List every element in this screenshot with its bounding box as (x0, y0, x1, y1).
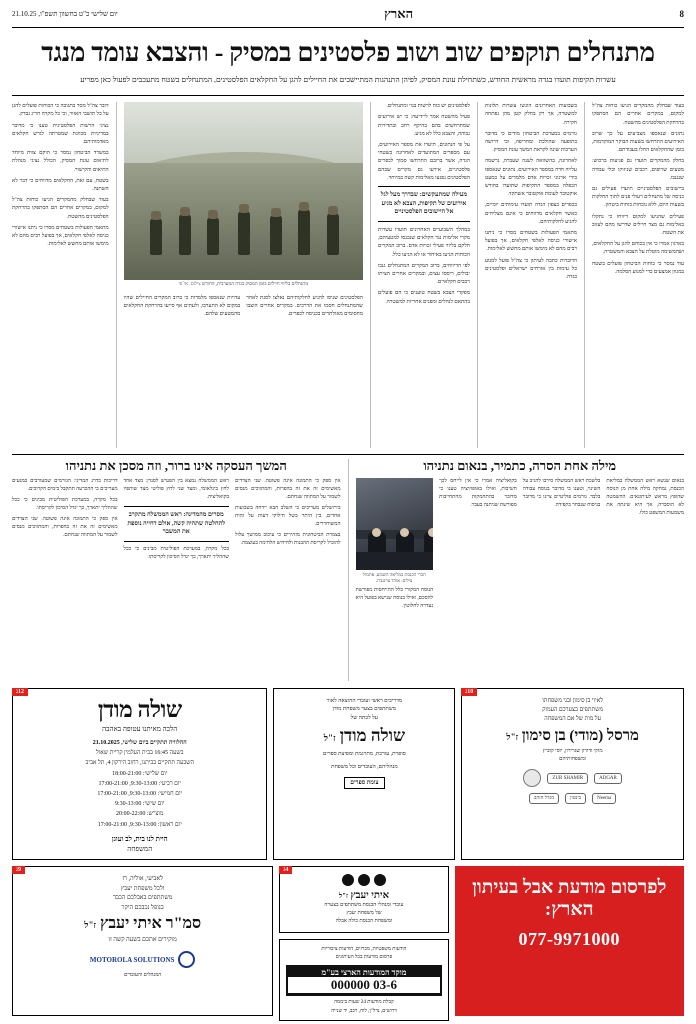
paragraph: על פי הנתונים, תיעדו את מספר האירועים, עם מספרים המתועדים לאחרונה בשטחי הגדה, אשר ברובם התרחשו סמוך לכפרים פלסטיניים, אירעו גם מקרים שבהם הפלסטינים נפגעו מאלימות קשה במיוחד. (377, 141, 470, 181)
paragraph: לאחרונה, בהשוואה לשנה שעברה, נרשמה עלייה חדה במספר האירועים. נתונים שנאספו בידי ארגוני זכויות אדם מלמדים על כמעט הכפלה במספר התקיפות שתועדו בחודש אוקטובר לעומת אוקטובר אשתקד. (484, 158, 577, 198)
photo-caption-text: מתנחלים בליווי חיילים בזמן המסיק בגדה המערבית, החודש (202, 282, 309, 288)
article-deal-title: המשך העסקה אינו ברור, וזה מסכן את נתניהו (65, 458, 287, 474)
photo-figure-head (428, 528, 434, 537)
dot-icon (342, 874, 354, 886)
pull-quote: מסרים מהמדינה: ראש הממשלה מתקרב להחלטה שתהיה קשה, אולם דחייה נוספת את המשבר (124, 506, 230, 542)
ad-line-3: על מות של אם המשפחה (544, 716, 602, 722)
schedule-row: יום חמישי: 9:30-13:00, 17:00-21:00 (97, 790, 183, 797)
schedule-row: יום שלישי: 18:00-21:00 (112, 770, 168, 777)
pull-quote: מעילה שמתעקשים: שבדרך מעל לגל אירועים של תקיפות, הצבא לא מגיע אל היישובים הפלסטיניים (378, 186, 470, 222)
schedule-row: בשעה 16:45 בבית העלמין קריית שאול (95, 750, 184, 757)
ad-line-3: ומשפחת הכנסת כולה אבלה (335, 918, 393, 925)
photo-figure (150, 218, 162, 255)
photo-figure (327, 213, 339, 255)
ad-name-suffix: ז"ל (506, 732, 519, 742)
schedule-row: יום שישי: 9:30-13:00 (114, 801, 165, 808)
paragraph: בעוד שבחלק מהמקרים הגיעו כוחות צה"ל למקום, במקרים אחרים הם הסתפקו בהרחקת הפלסטינים מהשטח. (12, 197, 109, 220)
paragraph: בארגון אמרו כי אין בכוחם להגן על החקלאים, ושהמשימה מוטלת על הצבא והמשטרה. (591, 241, 684, 256)
paragraph: בשבועות האחרונים הוגשו עשרות תלונות למשטרה, אך רק בחלק קטן מהן נפתחה חקירה. (484, 103, 577, 126)
ad-national-notices[interactable] (279, 939, 448, 1021)
ad-family-mourning[interactable] (461, 688, 684, 860)
ad-advertise-with-us[interactable] (455, 866, 684, 1016)
ad-line-2: משתתפים בצער משפחת מודן (332, 706, 397, 713)
tzomet-label: צומת ספרים (350, 779, 379, 786)
paragraph: בחלק מהמקרים תועדו גם פגיעות ברכוש: מטעים שרופים, רכבים שניזוקו וכלי עבודה שנגנבו. (591, 158, 684, 181)
ads-row-bottom (12, 866, 684, 1016)
article-column-3 (485, 102, 577, 448)
ad-line-2: פרסום מודעות בכל העיתונים (335, 953, 393, 960)
ad-name-suffix: ז"ל (84, 920, 96, 931)
secondary-articles (0, 459, 696, 681)
ad-brand-name (282, 726, 446, 746)
article-knesset-title: מילה אחת הסרה, כתמיר, בנאום נתניהו (423, 458, 617, 474)
headline-subtitle: עשרות תקיפות תועדו בגדה מראשית החודש, כשתחילת עונת המסיק, לפיהן התנהגות המתיישבים את החיילים להגן על החקלאים הפלסטינים, המתנחלים בשטח מתעכבים לפעול כאן מפריע (80, 75, 616, 85)
paragraph: בלשכת ראש הממשלה סירבו להגיב על השינוי, וטענו כי מדובר בנוסח עבודה בלבד. גורמים פוליטיים ציינו כי מדובר בניסוח שנבחר בקפידה. (522, 478, 601, 508)
ad-line-1: עובדי ומנהלי הכנסת משתתפים בצערה (324, 902, 404, 908)
column-divider (477, 102, 478, 448)
paragraph: פעיל מהשטח אמר ליידיעה: כי יש אירועים שמתרחשים בהם בהיקף רחב ובתדירות גבוהה, והצבא כלל לא מגיע. (377, 114, 470, 137)
paragraph: מפקדי הצבא בשטח טוענים כי הם פועלים בהתאם לנהלים ומפנים אחריות למשטרה. (377, 290, 470, 305)
schedule-row: יום ראשון: 9:30-13:00, 17:00-21:00 (97, 821, 182, 828)
paragraph: אין ספק כי התמונה אינה פשוטה. שני הצדדים מאשימים זה את זה בהפרות, והמתווכים מנסים לשמור על המתווה שנחתם. (12, 515, 118, 538)
ad-logos-2 (470, 793, 675, 804)
main-article (0, 96, 696, 448)
ad-signature: מוקירים אתכם בשעה קשה זו (108, 936, 177, 944)
ad-advertise-title: לפרסום מודעת אבל בעיתון הארץ: (472, 877, 667, 920)
ad-deceased-name (470, 728, 675, 745)
paragraph: במשרד הביטחון נמסר כי הוקם צוות מיוחד לתיאום עונת המסיק, הכולל נציגי מנהלת התיאום והקישור. (12, 150, 109, 173)
ad-line-3: משתתפים באבלכם הכבד (112, 894, 173, 902)
ad-deceased-name: שולה מודן (97, 697, 182, 722)
article-knesset (356, 459, 685, 681)
logo-zur-shamir: ZUR SHAMIR (547, 773, 588, 784)
knesset-photo (356, 478, 434, 570)
ad-line-1: לאיוי בן סימון ובני משפחתו (542, 698, 604, 704)
article-photo (124, 102, 363, 280)
motorola-label: MOTOROLA SOLUTIONS (89, 955, 175, 964)
ad-deceased-name (20, 915, 265, 933)
paragraph: פעילים שהגיעו למקום דיווחו כי נתקלו באלימות גם מצד חיילים שדרשו מהם לעזוב את השטח. (591, 213, 684, 236)
paragraph: מתאמי הפעולות בשטחים מסרו כי ניתנו אישורי כניסה לאלפי חקלאים, אך בפועל רבים מהם לא מימשו אותם מחשש לאלימות. (484, 229, 577, 253)
article-photo-column (124, 102, 363, 448)
ad-shula-modan-publisher[interactable] (273, 688, 455, 860)
deal-column (235, 478, 341, 565)
schedule-row: ההלוויה תתקיים ביום שלישי, 21.10.2025 (92, 740, 187, 746)
paragraph: הדוברות כתבה לעיתון כי צה"ל פועל למנוע כל עימות בין אזרחים ישראלים ופלסטינים בגדה. (484, 257, 577, 280)
paragraph: נתונים שנאספו מצביעים על כך שרוב האירועים התרחשו בשעות הבוקר המוקדמות, בזמן שהחקלאים החלו בעבודתם. (591, 130, 684, 154)
publication-date: יום שלישי כ"ט בחשוון תשפ"ו, 21.10.25 (12, 10, 118, 18)
paragraph: לפלסטינים יש כוח לרשות בנוי ומתנחלים. (386, 103, 470, 110)
logo-binton: בינטון (565, 793, 586, 804)
logo-motorola (20, 951, 265, 968)
ad-itay-knesset[interactable] (279, 866, 448, 933)
ad-footer-line: המנהלים והעובדים (124, 972, 162, 979)
ad-line-2: של משפחת יעבץ (346, 910, 382, 917)
photo-caption (124, 282, 363, 288)
page-title: מתנחלים תוקפים שוב ושוב פלסטינים במסיק - והצבא עומד מנגד (41, 38, 655, 67)
ad-schedule (21, 738, 258, 830)
motorola-mark-icon (178, 951, 195, 968)
schedule-row: יום רביעי: 9:30-13:00, 17:00-21:00 (98, 780, 182, 787)
ad-line-3: על לכתה של (350, 714, 378, 721)
paragraph: אין ספק כי התמונה אינה פשוטה. שני הצדדים מאשימים זה את זה בהפרות, והמתווכים מנסים לשמור על המתווה שנחתם. (235, 478, 341, 500)
column-divider (584, 102, 585, 448)
ad-motorola-condolence[interactable] (12, 866, 273, 1016)
article-deal (12, 459, 341, 681)
ad-line-2: ולכל משפחת יעבץ (120, 884, 165, 892)
ad-office-phone[interactable]: 03-6 000000 (288, 977, 439, 993)
paragraph: ביישובים הפלסטיניים תיעדו פעילים גם כניסה של מתנחלים רעולי פנים לתוך החלקות בשעות היום, ללא נוכחות כוחות ביטחון. (591, 185, 684, 209)
ad-shula-modan-funeral[interactable] (12, 688, 267, 860)
paragraph: עוד נמסר כי כוחות הביטחון פועלים בשטח במגוון אמצעים כדי למנוע הסלמה. (591, 260, 684, 275)
dot-icon (358, 874, 370, 886)
ad-line-1: לאביעי, אוליה, רז (122, 875, 163, 882)
article-knesset-body (356, 478, 685, 611)
logo-mark-icon (523, 769, 541, 787)
paragraph: נציגי הרשות הפלסטינית טענו כי מדובר במדיניות מכוונת שמטרתה לגרש חקלאים מאדמותיהם. (12, 122, 109, 145)
knesset-photo-caption: חברי הכנסת במליאה השבוע, אתמול (362, 572, 426, 578)
paragraph: גורמים במערכת הביטחון מודים כי מדובר בתופעה שהולכת ומחריפה, וכי דרושה הערכות שונה לקראת המשך עונת המסיק. (484, 130, 577, 154)
logo-migdal: מגדל הזהב (529, 793, 559, 804)
headline-block (0, 28, 696, 89)
photo-bench (356, 552, 434, 570)
column-divider (348, 459, 349, 681)
schedule-row: השבעה תתקיים בביתנו, רחוב הירקון 4, תל אביב (85, 760, 194, 767)
knesset-photo-credit: צילום: אוהד צויגנברג (376, 578, 413, 584)
ad-signature: המשפחה (127, 844, 153, 853)
ad-phone-band[interactable] (286, 965, 441, 996)
knesset-photo-wrap (356, 478, 434, 611)
photo-figure-head (400, 528, 409, 537)
paragraph: לפי הדיווחים, ברוב המקרים המתנחלים גנבו יבולים, ריססו עצים, ובמקרים אחרים הציתו רכבים חקלאיים. (377, 262, 470, 286)
classifieds-area (0, 688, 696, 1024)
ad-name-text: סמ"ר איתי יעבץ (100, 915, 202, 933)
photo-credit: צילום: אי־פי (178, 282, 201, 288)
ad-line-4: סופרת, עורכת, מתרגמת ומפיצת ספרים (322, 751, 406, 758)
masthead (0, 0, 696, 25)
paragraph: עדויות שנאספו מלמדות כי ברוב המקרים החיילים שהיו במקום לא התערבו, ולעתים אף סייעו בהרחקת החקלאים מהמטעים שלהם. (123, 294, 241, 317)
ad-brand-text: שולה מודן (339, 726, 406, 746)
photo-figure (298, 209, 310, 255)
article-column-1 (12, 102, 109, 448)
ad-name-suffix: ז"ל (338, 892, 348, 900)
logo-adgar: ADGAR (594, 773, 622, 784)
paragraph: מתאמי הפעולות בשטחים מסרו כי ניתנו אישורי כניסה לאלפי חקלאים, אך בפועל רבים מהם לא מימשו אותם מחשש לאלימות. (12, 224, 109, 248)
paragraph: בכל מקרה, במערכת הפוליטית מבינים כי ככל שההליך יתארך, כך יגדל הסיכון לקריסתו. (12, 496, 118, 511)
deal-column (124, 478, 230, 565)
ad-signature-2: ומשפחותיהם (559, 756, 587, 763)
photo-figure (270, 215, 282, 255)
logo-neema: Neema (592, 793, 616, 804)
ad-badge: 10ג (461, 688, 477, 696)
photo-figure-head (372, 528, 381, 537)
paragraph: בעוד שבחלק מהמקרים הגיעו כוחות צה"ל למקום, במקרים אחרים הם הסתפקו בהרחקת הפלסטינים מהשטח. (591, 103, 684, 126)
ad-badge: 4ג (279, 866, 292, 874)
ad-line-1: מדריכים ראשי ועובדי ההוצאה לאור (326, 698, 403, 704)
paragraph: בכל מקרה, במערכת הפוליטית מבינים כי ככל שההליך יתארך, כך יגדל הסיכון לקריסתו. (123, 545, 229, 560)
paragraph: בקואליציה אמרו כי אין לייחס לכך חשיבות, ואילו באופוזיציה טענו כי מדובר בהתחמקות מהתחייבות מפורשת שניתנה בעבר. (439, 478, 517, 508)
column-divider (370, 102, 371, 448)
paragraph: דריכות בדרג המדיני: הגורמים שמעורבים במגעים מעריכים כי ההכרעה תתקבל בימים הקרובים. (12, 478, 118, 492)
dot-icon (374, 874, 386, 886)
ad-deceased-name (287, 890, 440, 901)
ad-line-4: בנופל נכבכם היקר (121, 903, 164, 911)
ad-tagline: הלכה מאיתנו עטופה באהבה (102, 725, 178, 733)
photo-figure (238, 211, 250, 255)
page-number: 8 (679, 9, 684, 19)
logo-tzomet-sfarim (344, 777, 384, 789)
photo-figure (179, 214, 191, 255)
paragraph: בצמרת הביטחונית מזהירים כי עיכוב ממושך עלול להוביל לקריסת ההבנות ולחידוש הלחימה בעוצמה. (235, 531, 341, 546)
publication-logo: הארץ (384, 6, 414, 21)
paragraph: בירושלים מעריכים כי השלב הבא יידחה בשבועות אחדים, בין היתר בשל חילוקי דעות על זהות המשוחררים. (235, 504, 341, 527)
paragraph: ראש הממשלה נמצא בין הפטיש לסנדן: מצד אחד לחץ בינלאומי, ומצד שני לחץ פוליטי מצד שותפיו בקואליציה. (123, 478, 229, 500)
ad-footer-line: היית לנו בית, לב ועוגן (111, 834, 168, 843)
ad-footer-line: דרושים, נדל"ן, לוח, רכב, יד שנייה (331, 1008, 397, 1015)
ad-dots-icon (287, 874, 440, 886)
section-divider (12, 454, 684, 455)
paragraph: בשטח, עם זאת, החקלאים מדווחים כי דבר לא השתנה. (12, 177, 109, 192)
article-column-4 (592, 102, 684, 448)
ad-signature: מנהליהם, העובדים וכל משפחת (331, 763, 398, 770)
photo-figure (207, 217, 219, 255)
column-divider (116, 102, 117, 448)
ad-logos (470, 769, 675, 787)
photo-subcolumns (124, 294, 363, 319)
schedule-row: מוצ"ש: 20:00-22:00 (116, 811, 164, 818)
paragraph: הפלסטינים שניסו להגיע לחלקותיהם נאלצו לסגת לאחר שהמתנחלים חסמו את הדרכים. במקרים אחרים הוצבו מחסומים מאולתרים בכניסה לכפרים. (246, 294, 363, 317)
paragraph: בכפרים בצפון הגדה תועדו עימותים יומיים, כאשר חקלאים מדווחים כי אינם מצליחים להגיע לחלקותיהם. (484, 202, 577, 225)
ad-badge: 9ג (12, 866, 25, 874)
ads-middle-stack (279, 866, 448, 1016)
ad-line-1: הודעות משפטיות, מכרזים, הודעות ציבוריות (321, 946, 407, 953)
paragraph: דובר צה"ל מסר בתגובה כי הכוחות פועלים להגן על כל תושבי האזור, וכי כל מקרה חריג נבדק. (12, 103, 109, 118)
ad-name-text: איתי יעבץ (350, 890, 390, 901)
paragraph: הנוסח המקורי כלל התייחסות מפורשת להסכם, ואילו בנוסח שנישא בפועל היא נעדרה לחלוטין. (355, 586, 434, 609)
article-column-2 (378, 102, 470, 448)
ad-office-name: מוקד המודעות הארצי בע"מ (321, 968, 407, 978)
paragraph: במהלך השבועיים האחרונים תועדו עשרות מקרי אלימות נגד חקלאים שנכנסו למטעיהם, חלקם בליווי פעילי זכויות אדם. ברוב המקרים הכוחות הגיעו באיחור או לא הגיעו כלל. (377, 226, 470, 258)
ad-line-2: משתתפים בצערכם העמוק (542, 707, 604, 713)
ads-row-top (12, 688, 684, 860)
ad-name-text: מרסל (מודי) בן סימון (521, 728, 639, 744)
deal-column (12, 478, 118, 565)
article-deal-body (12, 478, 341, 565)
ad-badge: 12ג (12, 688, 28, 696)
ad-hours: קבלת מודעות 24 שעות ביממה (334, 999, 394, 1006)
ad-brand-suffix: ז"ל (323, 733, 336, 744)
ad-signature-1: מוקי ודורון שגרירון, יוסי קוביץ (542, 748, 603, 754)
ad-advertise-phone[interactable]: 077-9971000 (518, 928, 620, 949)
paragraph: בנאום שנשא ראש הממשלה במליאת הכנסת, נמחקה מילה אחת מן הנוסח שהופץ מראש לעיתונאים. ההשמטה לא הוסברה, אך היא שינתה את משמעות המשפט כולו. (606, 478, 684, 516)
